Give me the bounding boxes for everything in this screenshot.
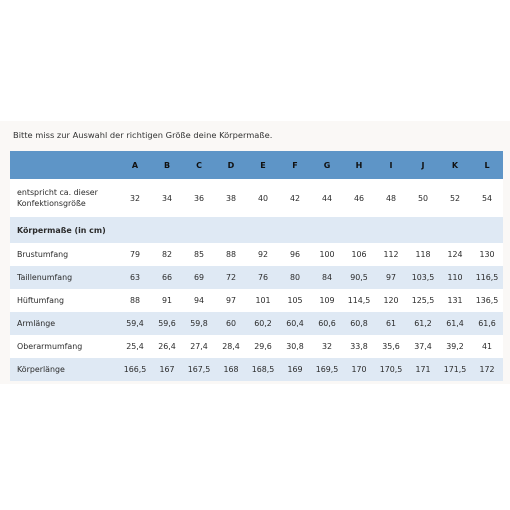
table-row — [10, 243, 503, 266]
table-cell: 118 — [407, 243, 439, 266]
table-cell: 110 — [439, 266, 471, 289]
table-cell: 97 — [215, 289, 247, 312]
table-cell: 166,5 — [119, 358, 151, 381]
header-size-l: L — [471, 151, 503, 179]
table-cell: 170 — [343, 358, 375, 381]
table-cell: 116,5 — [471, 266, 503, 289]
konfektion-value: 38 — [215, 179, 247, 217]
table-cell: 30,8 — [279, 335, 311, 358]
table-cell: 37,4 — [407, 335, 439, 358]
konfektion-value: 36 — [183, 179, 215, 217]
table-cell: 33,8 — [343, 335, 375, 358]
konfektion-value: 50 — [407, 179, 439, 217]
table-cell: 90,5 — [343, 266, 375, 289]
table-cell: 101 — [247, 289, 279, 312]
row-label: Brustumfang — [10, 243, 119, 266]
header-size-f: F — [279, 151, 311, 179]
table-cell: 131 — [439, 289, 471, 312]
table-cell: 25,4 — [119, 335, 151, 358]
table-row — [10, 358, 503, 381]
konfektion-label: entspricht ca. dieser Konfektionsgröße — [10, 179, 119, 217]
table-cell: 109 — [311, 289, 343, 312]
table-cell: 60,8 — [343, 312, 375, 335]
table-cell: 105 — [279, 289, 311, 312]
table-cell: 169,5 — [311, 358, 343, 381]
row-label: Körperlänge — [10, 358, 119, 381]
header-size-e: E — [247, 151, 279, 179]
table-cell: 76 — [247, 266, 279, 289]
table-cell: 130 — [471, 243, 503, 266]
table-cell: 69 — [183, 266, 215, 289]
table-cell: 66 — [151, 266, 183, 289]
row-label: Armlänge — [10, 312, 119, 335]
table-cell: 35,6 — [375, 335, 407, 358]
table-cell: 171,5 — [439, 358, 471, 381]
header-size-c: C — [183, 151, 215, 179]
table-cell: 28,4 — [215, 335, 247, 358]
table-cell: 88 — [119, 289, 151, 312]
table-cell: 96 — [279, 243, 311, 266]
konfektion-value: 48 — [375, 179, 407, 217]
header-size-a: A — [119, 151, 151, 179]
table-cell: 172 — [471, 358, 503, 381]
konfektion-value: 52 — [439, 179, 471, 217]
table-cell: 59,8 — [183, 312, 215, 335]
table-cell: 60,2 — [247, 312, 279, 335]
konfektion-value: 42 — [279, 179, 311, 217]
header-size-d: D — [215, 151, 247, 179]
table-cell: 84 — [311, 266, 343, 289]
table-cell: 61,2 — [407, 312, 439, 335]
konfektion-value: 34 — [151, 179, 183, 217]
section-title: Körpermaße (in cm) — [10, 217, 503, 243]
header-size-g: G — [311, 151, 343, 179]
table-cell: 106 — [343, 243, 375, 266]
table-cell: 103,5 — [407, 266, 439, 289]
konfektion-value: 40 — [247, 179, 279, 217]
row-label: Oberarmumfang — [10, 335, 119, 358]
konfektion-value: 54 — [471, 179, 503, 217]
table-cell: 112 — [375, 243, 407, 266]
table-cell: 120 — [375, 289, 407, 312]
size-table — [10, 151, 503, 381]
intro-text: Bitte miss zur Auswahl der richtigen Größe deine Körpermaße. — [13, 130, 273, 140]
table-cell: 170,5 — [375, 358, 407, 381]
konfektion-value: 44 — [311, 179, 343, 217]
table-cell: 167,5 — [183, 358, 215, 381]
table-cell: 167 — [151, 358, 183, 381]
table-cell: 61 — [375, 312, 407, 335]
table-cell: 60 — [215, 312, 247, 335]
konfektion-row — [10, 179, 503, 217]
table-cell: 29,6 — [247, 335, 279, 358]
table-cell: 97 — [375, 266, 407, 289]
table-cell: 72 — [215, 266, 247, 289]
table-cell: 27,4 — [183, 335, 215, 358]
table-cell: 136,5 — [471, 289, 503, 312]
table-cell: 114,5 — [343, 289, 375, 312]
table-cell: 168,5 — [247, 358, 279, 381]
table-cell: 92 — [247, 243, 279, 266]
header-size-j: J — [407, 151, 439, 179]
header-size-b: B — [151, 151, 183, 179]
table-cell: 60,6 — [311, 312, 343, 335]
table-cell: 80 — [279, 266, 311, 289]
table-cell: 91 — [151, 289, 183, 312]
konfektion-value: 46 — [343, 179, 375, 217]
header-row — [10, 151, 503, 179]
table-cell: 88 — [215, 243, 247, 266]
table-row — [10, 312, 503, 335]
table-cell: 79 — [119, 243, 151, 266]
header-size-i: I — [375, 151, 407, 179]
row-label: Taillenumfang — [10, 266, 119, 289]
table-cell: 61,6 — [471, 312, 503, 335]
table-cell: 39,2 — [439, 335, 471, 358]
table-cell: 32 — [311, 335, 343, 358]
table-cell: 169 — [279, 358, 311, 381]
section-row — [10, 217, 503, 243]
table-cell: 125,5 — [407, 289, 439, 312]
table-cell: 41 — [471, 335, 503, 358]
table-cell: 85 — [183, 243, 215, 266]
konfektion-value: 32 — [119, 179, 151, 217]
table-row — [10, 289, 503, 312]
table-cell: 63 — [119, 266, 151, 289]
table-cell: 100 — [311, 243, 343, 266]
header-size-h: H — [343, 151, 375, 179]
header-size-k: K — [439, 151, 471, 179]
table-cell: 59,6 — [151, 312, 183, 335]
header-corner-cell — [10, 151, 119, 179]
table-cell: 26,4 — [151, 335, 183, 358]
table-cell: 124 — [439, 243, 471, 266]
row-label: Hüftumfang — [10, 289, 119, 312]
table-row — [10, 335, 503, 358]
table-cell: 60,4 — [279, 312, 311, 335]
table-cell: 82 — [151, 243, 183, 266]
table-cell: 61,4 — [439, 312, 471, 335]
table-row — [10, 266, 503, 289]
table-cell: 94 — [183, 289, 215, 312]
table-cell: 168 — [215, 358, 247, 381]
table-cell: 171 — [407, 358, 439, 381]
table-cell: 59,4 — [119, 312, 151, 335]
